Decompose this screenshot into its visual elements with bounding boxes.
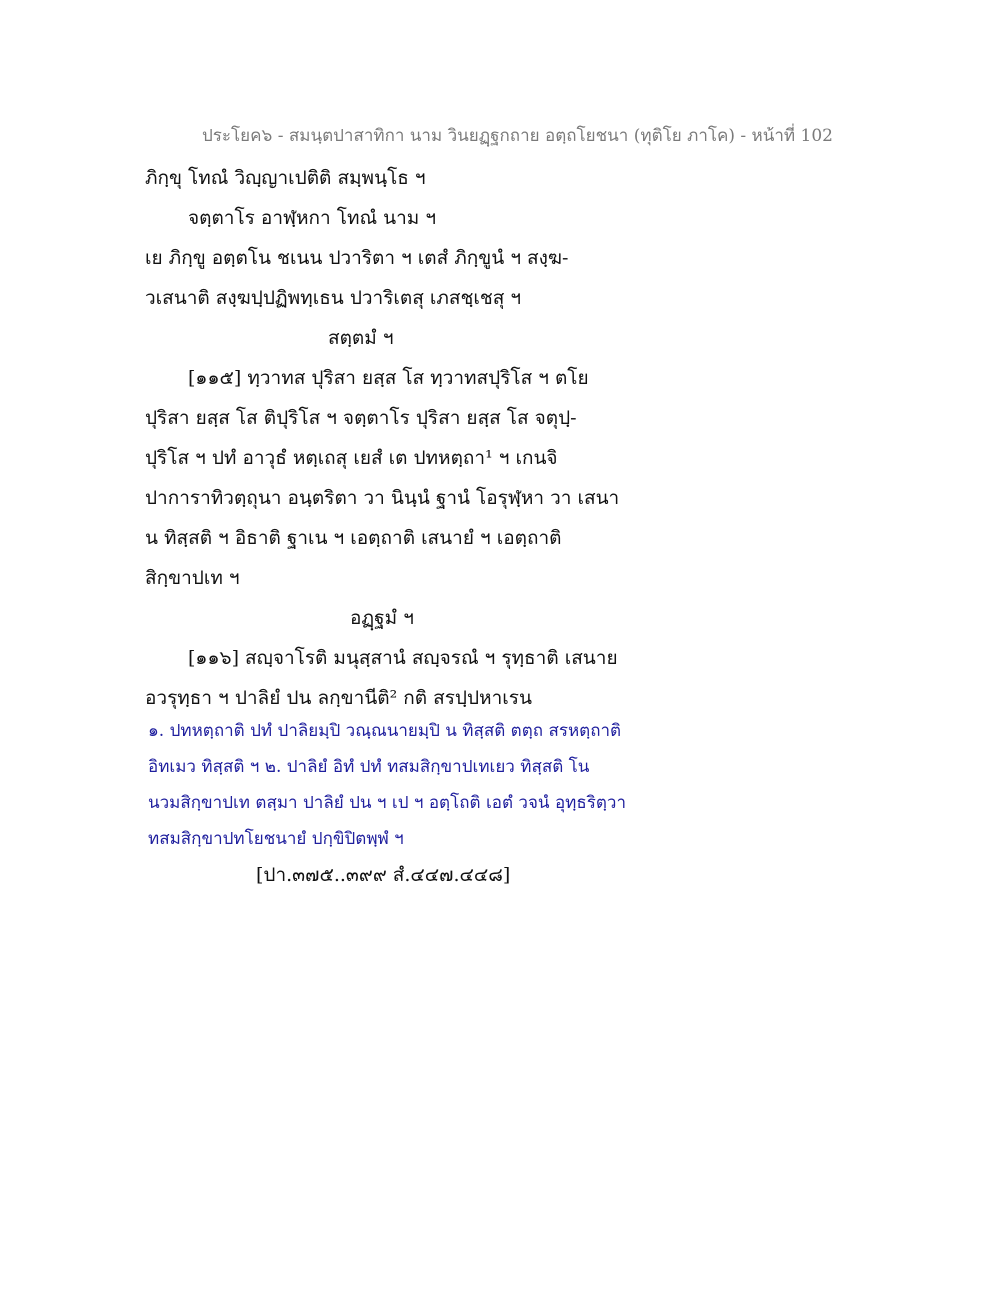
page-reference: [ปา.๓๗๕..๓๙๙ สํ.๔๔๗.๔๔๘] (256, 864, 511, 886)
body-line: วเสนาติ สงฺฆปฺปฏิพทฺเธน ปวาริเตสุ เภสชฺเชสุ ฯ (145, 287, 522, 309)
body-line: อวรุทฺธา ฯ ปาลิยํ ปน ลกฺขานีติ² กติ สรปฺปหาเรน (145, 687, 532, 709)
section-heading: สตฺตมํ ฯ (328, 327, 394, 349)
body-line: [๑๑๖] สญฺจาโรติ มนุสฺสานํ สญฺจรณํ ฯ รุทฺธาติ เสนาย (188, 647, 618, 669)
body-line: ปาการาทิวตฺถุนา อนฺตริตา วา นินฺนํ ฐานํ โอรุฬฺหา วา เสนา (145, 487, 620, 509)
body-line: ปุริโส ฯ ปทํ อาวุธํ หตฺเถสุ เยสํ เต ปทหตฺถา¹ ฯ เกนจิ (145, 447, 558, 469)
body-line: ปุริสา ยสฺส โส ติปุริโส ฯ จตฺตาโร ปุริสา ยสฺส โส จตุปฺ- (145, 407, 577, 429)
body-line: [๑๑๕] ทฺวาทส ปุริสา ยสฺส โส ทฺวาทสปุริโส ฯ ตโย (188, 367, 589, 389)
footnote-line: อิทเมว ทิสฺสติ ฯ ๒. ปาลิยํ อิทํ ปทํ ทสมสิกฺขาปเทเยว ทิสฺสติ โน (148, 757, 590, 777)
body-line: ภิกฺขุ โทณํ วิญฺญาเปติติ สมฺพนฺโธ ฯ (145, 167, 426, 189)
footnote-line: ๑. ปทหตฺถาติ ปทํ ปาลิยมฺปิ วณฺณนายมฺปิ น ทิสฺสติ ตตฺถ สรหตฺถาติ (148, 721, 622, 741)
footnote-line: นวมสิกฺขาปเท ตสฺมา ปาลิยํ ปน ฯ เป ฯ อตฺโถติ เอตํ วจนํ อุทฺธริตฺวา (148, 793, 627, 813)
body-line: เย ภิกฺขู อตฺตโน ชเนน ปวาริตา ฯ เตสํ ภิกฺขูนํ ฯ สงฺฆ- (145, 247, 569, 269)
body-line: จตฺตาโร อาฬฺหกา โทณํ นาม ฯ (188, 207, 437, 229)
body-line: สิกฺขาปเท ฯ (145, 567, 240, 589)
footnote-line: ทสมสิกฺขาปทโยชนายํ ปกฺขิปิตพฺพํ ฯ (148, 829, 404, 849)
page-header: ประโยค๖ - สมนฺตปาสาทิกา นาม วินยฏฺฐกถาย อตฺถโยชนา (ทุติโย ภาโค) - หน้าที่ 102 (202, 126, 833, 146)
body-line: น ทิสฺสติ ฯ อิธาติ ฐาเน ฯ เอตฺถาติ เสนายํ ฯ เอตฺถาติ (145, 527, 562, 549)
section-heading: อฏฺฐมํ ฯ (350, 607, 414, 629)
